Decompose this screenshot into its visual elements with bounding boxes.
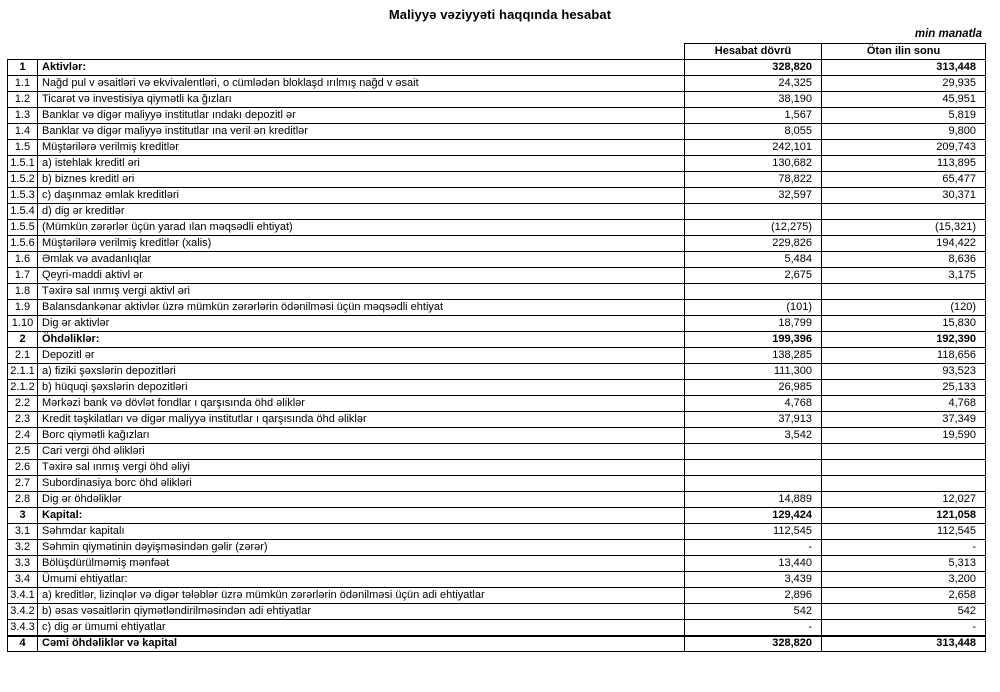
prev-year-value: 113,895 <box>822 156 986 172</box>
report-period-value: 14,889 <box>685 492 822 508</box>
prev-year-value: 4,768 <box>822 396 986 412</box>
table-row <box>8 60 986 76</box>
table-row <box>8 364 986 380</box>
row-number: 3 <box>8 508 38 524</box>
table-row <box>8 156 986 172</box>
row-number: 1.5.5 <box>8 220 38 236</box>
row-number: 3.4.3 <box>8 620 38 636</box>
row-label: Öhdəliklər: <box>38 332 685 348</box>
table-row <box>8 140 986 156</box>
report-period-value: 2,675 <box>685 268 822 284</box>
row-label: Bölüşdürülməmiş mənfəət <box>38 556 685 572</box>
row-label: Müştərilərə verilmiş kreditlər (xalis) <box>38 236 685 252</box>
report-period-value: (12,275) <box>685 220 822 236</box>
row-label: a) fiziki şəxslərin depozitləri <box>38 364 685 380</box>
row-number: 2.1 <box>8 348 38 364</box>
header-blank-label <box>38 44 685 60</box>
row-number: 1.5.2 <box>8 172 38 188</box>
report-period-value: 328,820 <box>685 636 822 652</box>
table-row <box>8 172 986 188</box>
table-row <box>8 572 986 588</box>
prev-year-value: 3,175 <box>822 268 986 284</box>
prev-year-value: 112,545 <box>822 524 986 540</box>
table-row <box>8 412 986 428</box>
page-title: Maliyyə vəziyyəti haqqında hesabat <box>388 7 612 22</box>
row-number: 1.8 <box>8 284 38 300</box>
prev-year-value: 194,422 <box>822 236 986 252</box>
table-row <box>8 524 986 540</box>
report-period-value: 111,300 <box>685 364 822 380</box>
report-period-value: 3,439 <box>685 572 822 588</box>
report-period-value: 38,190 <box>685 92 822 108</box>
report-period-value: 37,913 <box>685 412 822 428</box>
row-number: 2.4 <box>8 428 38 444</box>
table-row <box>8 476 986 492</box>
report-period-value: 13,440 <box>685 556 822 572</box>
row-label: d) dig ər kreditlər <box>38 204 685 220</box>
table-row <box>8 252 986 268</box>
row-label: b) hüquqi şəxslərin depozitləri <box>38 380 685 396</box>
report-period-value: 229,826 <box>685 236 822 252</box>
row-label: Dig ər öhdəliklər <box>38 492 685 508</box>
row-number: 3.4 <box>8 572 38 588</box>
report-period-value: 8,055 <box>685 124 822 140</box>
table-body <box>8 60 986 652</box>
table-row <box>8 76 986 92</box>
table-row <box>8 540 986 556</box>
row-label: Cari vergi öhd əlikləri <box>38 444 685 460</box>
row-number: 1.10 <box>8 316 38 332</box>
table-row <box>8 316 986 332</box>
prev-year-value <box>822 460 986 476</box>
table-row <box>8 300 986 316</box>
header-blank-number <box>8 44 38 60</box>
row-number: 1.7 <box>8 268 38 284</box>
unit-note: min manatla <box>914 28 982 40</box>
row-label: Mərkəzi bank və dövlət fondlar ı qarşısında öhd əliklər <box>38 396 685 412</box>
report-period-value: 129,424 <box>685 508 822 524</box>
row-label: Borc qiymətli kağızları <box>38 428 685 444</box>
report-period-value: 5,484 <box>685 252 822 268</box>
table-row <box>8 492 986 508</box>
report-period-value <box>685 204 822 220</box>
row-number: 1 <box>8 60 38 76</box>
prev-year-value: 5,313 <box>822 556 986 572</box>
prev-year-value: 65,477 <box>822 172 986 188</box>
row-number: 3.4.2 <box>8 604 38 620</box>
table-header-row <box>8 44 986 60</box>
table-row <box>8 284 986 300</box>
row-number: 3.3 <box>8 556 38 572</box>
table-row <box>8 204 986 220</box>
prev-year-value: 313,448 <box>822 636 986 652</box>
report-period-value: 78,822 <box>685 172 822 188</box>
prev-year-value: 15,830 <box>822 316 986 332</box>
report-period-value: 242,101 <box>685 140 822 156</box>
report-period-value: 3,542 <box>685 428 822 444</box>
row-number: 2.7 <box>8 476 38 492</box>
row-number: 2.2 <box>8 396 38 412</box>
row-label: Banklar və digər maliyyə institutlar ındakı depozitl ər <box>38 108 685 124</box>
row-number: 1.5.1 <box>8 156 38 172</box>
row-label: Nağd pul v əsaitləri və ekvivalentləri, o cümlədən bloklaşd ırılmış nağd v əsait <box>38 76 685 92</box>
row-number: 1.5.4 <box>8 204 38 220</box>
table-row <box>8 460 986 476</box>
row-number: 2.8 <box>8 492 38 508</box>
row-number: 1.6 <box>8 252 38 268</box>
row-label: Əmlak və avadanlıqlar <box>38 252 685 268</box>
row-label: Təxirə sal ınmış vergi öhd əliyi <box>38 460 685 476</box>
row-number: 1.3 <box>8 108 38 124</box>
report-period-value: 328,820 <box>685 60 822 76</box>
report-period-value: 26,985 <box>685 380 822 396</box>
prev-year-value: 45,951 <box>822 92 986 108</box>
prev-year-value: 8,636 <box>822 252 986 268</box>
row-number: 2.6 <box>8 460 38 476</box>
row-label: Təxirə sal ınmış vergi aktivl əri <box>38 284 685 300</box>
row-label: Səhmdar kapitalı <box>38 524 685 540</box>
financial-position-table <box>7 43 986 652</box>
row-label: Ticarət və investisiya qiymətli ka ğızları <box>38 92 685 108</box>
prev-year-value: 93,523 <box>822 364 986 380</box>
row-number: 2.1.2 <box>8 380 38 396</box>
row-number: 3.1 <box>8 524 38 540</box>
prev-year-value: 121,058 <box>822 508 986 524</box>
table-row <box>8 236 986 252</box>
row-label: b) biznes kreditl əri <box>38 172 685 188</box>
report-period-value: 1,567 <box>685 108 822 124</box>
table-row <box>8 588 986 604</box>
report-period-value: 32,597 <box>685 188 822 204</box>
report-period-value: (101) <box>685 300 822 316</box>
prev-year-value: 9,800 <box>822 124 986 140</box>
prev-year-value: 542 <box>822 604 986 620</box>
row-label: a) istehlak kreditl əri <box>38 156 685 172</box>
prev-year-value: 209,743 <box>822 140 986 156</box>
prev-year-value <box>822 476 986 492</box>
report-period-value: 138,285 <box>685 348 822 364</box>
row-label: Subordinasiya borc öhd əlikləri <box>38 476 685 492</box>
row-number: 3.4.1 <box>8 588 38 604</box>
table-row <box>8 444 986 460</box>
row-number: 1.5.6 <box>8 236 38 252</box>
report-period-value: 542 <box>685 604 822 620</box>
header-report-period: Hesabat dövrü <box>685 44 822 60</box>
report-period-value: - <box>685 620 822 636</box>
row-number: 3.2 <box>8 540 38 556</box>
table-row <box>8 556 986 572</box>
row-number: 1.2 <box>8 92 38 108</box>
row-number: 2.5 <box>8 444 38 460</box>
row-label: b) əsas vəsaitlərin qiymətləndirilməsindən adi ehtiyatlar <box>38 604 685 620</box>
row-number: 4 <box>8 636 38 652</box>
table-row <box>8 348 986 364</box>
row-label: (Mümkün zərərlər üçün yarad ılan məqsədli ehtiyat) <box>38 220 685 236</box>
row-label: Ümumi ehtiyatlar: <box>38 572 685 588</box>
report-period-value: 112,545 <box>685 524 822 540</box>
prev-year-value: 19,590 <box>822 428 986 444</box>
row-label: Səhmin qiymətinin dəyişməsindən gəlir (zərər) <box>38 540 685 556</box>
prev-year-value <box>822 284 986 300</box>
report-period-value <box>685 284 822 300</box>
table-row <box>8 620 986 636</box>
prev-year-value <box>822 444 986 460</box>
row-label: a) kreditlər, lizinqlər və digər tələblər üzrə mümkün zərərlərin ödənilməsi üçün adi ehtiyatlar <box>38 588 685 604</box>
report-period-value: - <box>685 540 822 556</box>
table-row <box>8 428 986 444</box>
report-period-value <box>685 444 822 460</box>
prev-year-value: 118,656 <box>822 348 986 364</box>
report-period-value: 24,325 <box>685 76 822 92</box>
prev-year-value: 3,200 <box>822 572 986 588</box>
prev-year-value: 30,371 <box>822 188 986 204</box>
report-period-value: 2,896 <box>685 588 822 604</box>
row-label: Kredit təşkilatları və digər maliyyə institutlar ı qarşısında öhd əliklər <box>38 412 685 428</box>
report-period-value: 199,396 <box>685 332 822 348</box>
report-period-value <box>685 460 822 476</box>
table-row <box>8 220 986 236</box>
table-row <box>8 396 986 412</box>
row-label: c) daşınmaz əmlak kreditləri <box>38 188 685 204</box>
header-prev-year-end: Ötən ilin sonu <box>822 44 986 60</box>
prev-year-value: 313,448 <box>822 60 986 76</box>
row-number: 1.1 <box>8 76 38 92</box>
prev-year-value: 5,819 <box>822 108 986 124</box>
row-label: Müştərilərə verilmiş kreditlər <box>38 140 685 156</box>
prev-year-value: - <box>822 540 986 556</box>
prev-year-value: 2,658 <box>822 588 986 604</box>
table-row <box>8 108 986 124</box>
prev-year-value: 12,027 <box>822 492 986 508</box>
row-number: 2 <box>8 332 38 348</box>
row-number: 1.5 <box>8 140 38 156</box>
table-row <box>8 92 986 108</box>
row-label: Balansdankənar aktivlər üzrə mümkün zərərlərin ödənilməsi üçün məqsədli ehtiyat <box>38 300 685 316</box>
prev-year-value <box>822 204 986 220</box>
prev-year-value: (15,321) <box>822 220 986 236</box>
prev-year-value: - <box>822 620 986 636</box>
table-row <box>8 124 986 140</box>
row-number: 1.4 <box>8 124 38 140</box>
prev-year-value: 37,349 <box>822 412 986 428</box>
row-number: 1.5.3 <box>8 188 38 204</box>
row-label: Aktivlər: <box>38 60 685 76</box>
table-row <box>8 604 986 620</box>
report-period-value <box>685 476 822 492</box>
table-row <box>8 188 986 204</box>
row-label: Qeyri-maddi aktivl ər <box>38 268 685 284</box>
prev-year-value: (120) <box>822 300 986 316</box>
row-label: Cəmi öhdəliklər və kapital <box>38 636 685 652</box>
report-period-value: 18,799 <box>685 316 822 332</box>
table-row <box>8 380 986 396</box>
row-label: Banklar və digər maliyyə institutlar ına veril ən kreditlər <box>38 124 685 140</box>
table-row <box>8 508 986 524</box>
report-period-value: 130,682 <box>685 156 822 172</box>
row-number: 1.9 <box>8 300 38 316</box>
row-label: Kapital: <box>38 508 685 524</box>
prev-year-value: 29,935 <box>822 76 986 92</box>
row-label: Dig ər aktivlər <box>38 316 685 332</box>
table-row <box>8 332 986 348</box>
report-period-value: 4,768 <box>685 396 822 412</box>
prev-year-value: 25,133 <box>822 380 986 396</box>
row-label: c) dig ər ümumi ehtiyatlar <box>38 620 685 636</box>
prev-year-value: 192,390 <box>822 332 986 348</box>
row-number: 2.1.1 <box>8 364 38 380</box>
table-row <box>8 268 986 284</box>
table-row <box>8 636 986 652</box>
row-label: Depozitl ər <box>38 348 685 364</box>
row-number: 2.3 <box>8 412 38 428</box>
